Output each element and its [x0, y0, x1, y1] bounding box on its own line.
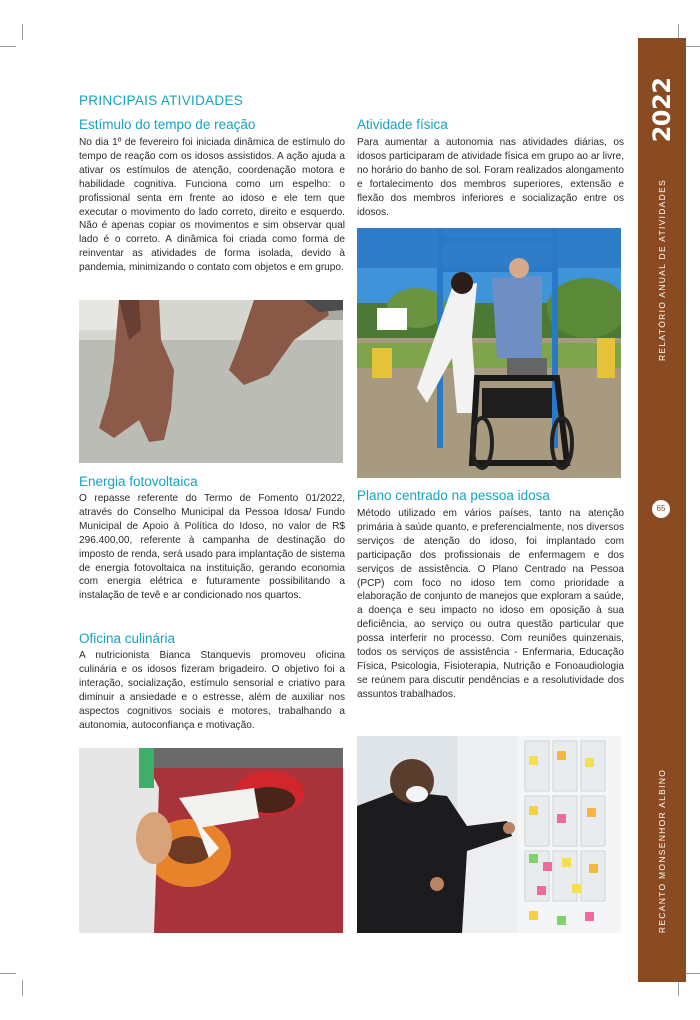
photo-hands-exercise	[79, 300, 343, 463]
sidebar-band	[638, 38, 686, 982]
section-body-atividade: Para aumentar a autonomia nas atividades diárias, os idosos participaram de atividade física em grupo ao ar livre, no horário do banho de sol. Foram realizados alongamento e fortalecimento dos membros superiores, extensão e flexão dos membros inferiores e socialização entre os idosos.	[357, 137, 624, 218]
crop-mark	[684, 46, 700, 47]
section-title-energia: Energia fotovoltaica	[79, 474, 198, 489]
crop-mark	[22, 980, 23, 996]
crop-mark	[22, 24, 23, 40]
photo-team-meeting-board	[357, 736, 621, 933]
section-body-estimulo: No dia 1º de fevereiro foi iniciada dinâmica de estímulo do tempo de reação com os idosos assistidos. A ação ajuda a ativar os estímulos de atenção, coordenação motora e habilidade cognitiva. Funciona como um espelho: o profissional senta em frente ao idoso e ele tem que executar o movimento do lado correto, direito e esquerdo. Não é apenas copiar os movimentos e sim observar qual lado é o correto. A dinâmica foi criada como forma de reinventar as atividades de forma isolada, devido à pandemia, minimizando o contato com objetos e em grupo.	[79, 137, 345, 274]
section-title-atividade: Atividade física	[357, 117, 448, 132]
photo-cooking-workshop	[79, 748, 343, 933]
crop-mark	[0, 973, 16, 974]
year-label: 2022	[648, 77, 676, 143]
section-title-oficina: Oficina culinária	[79, 631, 176, 646]
section-body-energia: O repasse referente do Termo de Fomento 01/2022, através do Conselho Municipal da Pessoa Idosa/ Fundo Municipal de Apoio à Política do Idoso, no valor de R$ 296.400,00, referente à campanha de destinação do imposto de renda, será usado para implantação de sistema de energia fotovoltaica na instituição, gerando economia com energia elétrica e futuramente possibilitando a instalação de tevê e ar condicionado nos quartos.	[79, 493, 345, 602]
crop-mark	[678, 980, 679, 996]
crop-mark	[684, 973, 700, 974]
organization-name: RECANTO MONSENHOR ALBINO	[657, 768, 667, 934]
section-body-oficina: A nutricionista Bianca Stanquevis promoveu oficina culinária e os idosos fizeram brigadeiro. O objetivo foi a interação, socialização, estímulo sensorial e criativo para diminuir a ansiedade e o estresse, além de auxiliar nos aspectos cognitivos sociais e motores, trabalhando a autonomia, autoconfiança e motivação.	[79, 650, 345, 731]
page-number: 65	[652, 500, 670, 518]
report-title: RELATÓRIO ANUAL DE ATIVIDADES	[657, 178, 667, 362]
section-title-plano: Plano centrado na pessoa idosa	[357, 488, 550, 503]
page-title: PRINCIPAIS ATIVIDADES	[79, 93, 244, 108]
photo-physical-activity	[357, 228, 621, 478]
crop-mark	[0, 46, 16, 47]
section-body-plano: Método utilizado em vários países, tanto na atenção primária à saúde quanto, e preferencialmente, nos diversos serviços de atenção do idoso, foi implantado com participação dos profissionais de enfermagem e dos serviços de assistência. O Plano Centrado na Pessoa (PCP) com foco no idoso tem como prioridade a elaboração de conjunto de manejos que exploram a saúde, a doença e seu impacto no idoso em oposição à sua deficiência, ao serviço ou outra questão particular que possa interferir no processo. Com reuniões quinzenais, todos os serviços de assistência - Enfermaria, Educação Física, Psicologia, Fisioterapia, Nutrição e Fonoaudiologia se reúnem para discutir pendências e a resolutividade dos assuntos trabalhados.	[357, 508, 624, 700]
section-title-estimulo: Estímulo do tempo de reação	[79, 117, 256, 132]
